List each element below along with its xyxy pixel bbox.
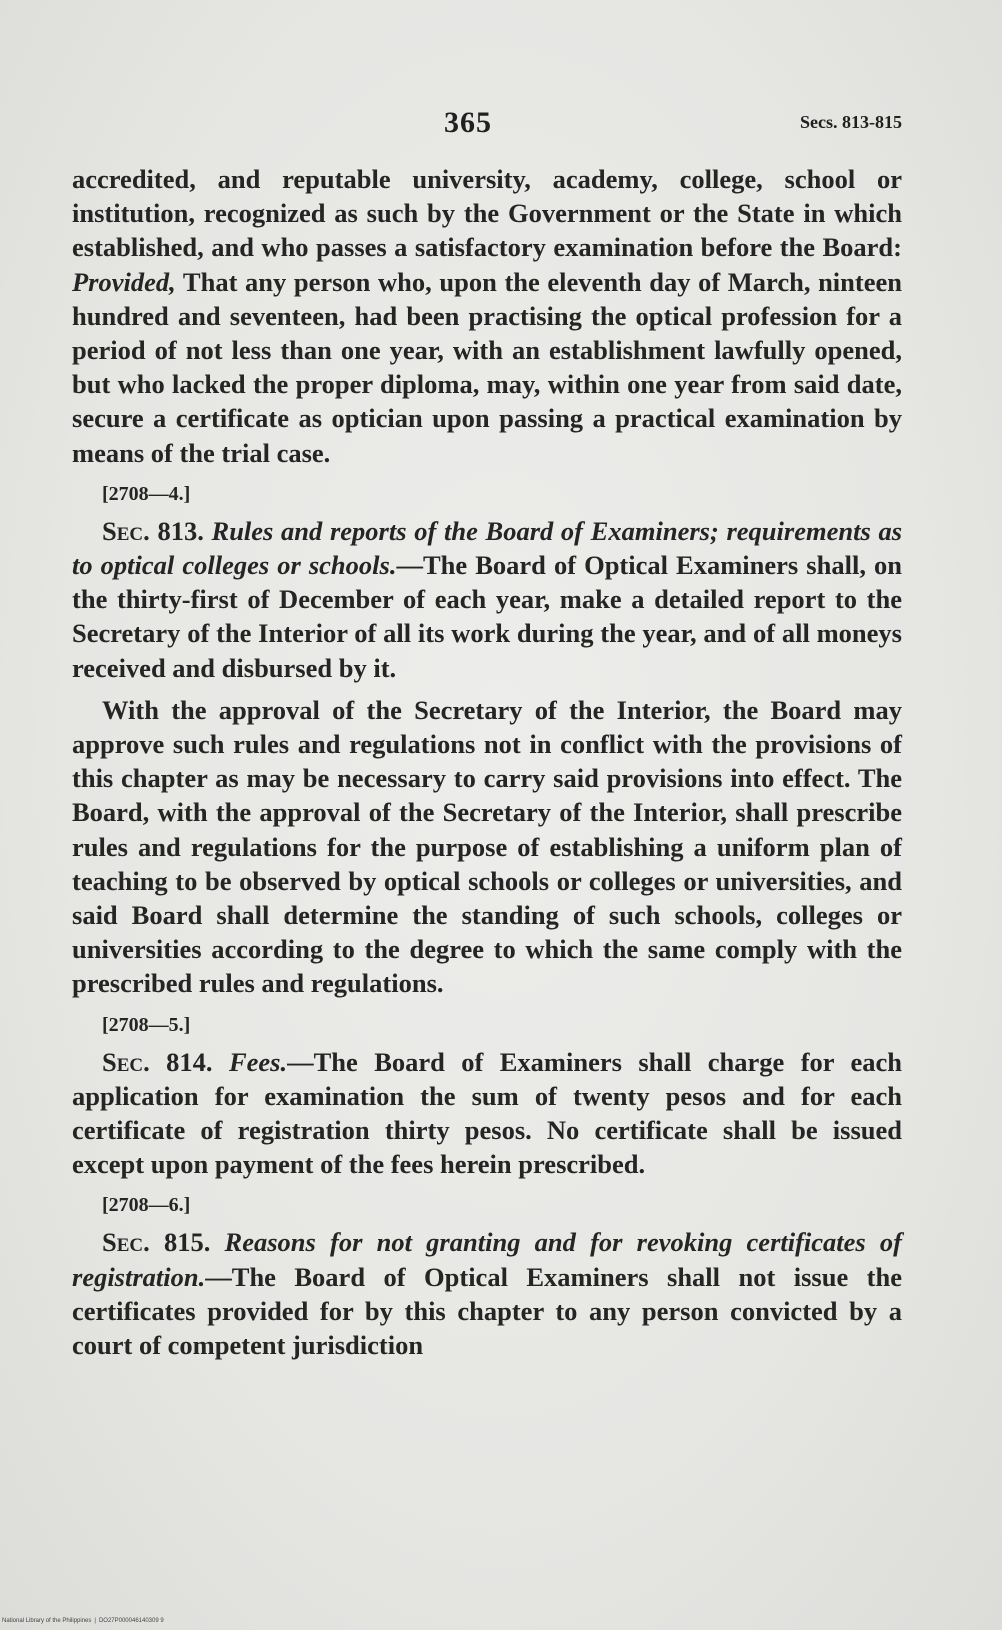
footer-watermark [2, 1618, 164, 1624]
citation-813: [2708—4.] [102, 482, 191, 505]
intro-provided: Provided, [72, 266, 176, 297]
section-814-title: Fees. [228, 1046, 288, 1077]
section-813-extra-paragraph: With the approval of the Secretary of the Interior, the Board may approve such rules and regulations not in conflict with the provisions of this chapter as may be necessary to carry said provisions into effect. The Board, with the approval of the Secretary of the Interior, shall prescribe rules and regulations for the purpose of establishing a uniform plan of teaching to be observed by optical schools or colleges or universities, and said Board shall determine the standing of such schools, colleges or universities according to the degree to which the same comply with the prescribed rules and regulations. [72, 694, 902, 999]
section-815-paragraph [72, 1225, 902, 1362]
footer-library: National Library of the Philippines [2, 1618, 92, 1624]
page-number: 365 [444, 106, 492, 139]
document-body [72, 162, 902, 1362]
section-815-body: —The Board of Optical Examiners shall not issue the certificates provided for by this chapter to any person convicted by a court of competent jurisdiction [72, 1261, 902, 1361]
citation-814: [2708—5.] [102, 1013, 191, 1036]
section-813-body: —The Board of Optical Examiners shall, on the thirty-first of December of each year, make a detailed report to the Secretary of the Interior of all its work during the year, and of all moneys received and disbursed by it. [72, 550, 902, 683]
footer-separator: | [94, 1618, 96, 1624]
intro-text-after: That any person who, upon the eleventh day of March, ninteen hundred and seventeen, had been practising the optical profession for a period of not less than one year, with an establishment lawfully opened, but who lacked the proper diploma, may, within one year from said date, secure a certificate as optician upon passing a practical examination by means of the trial case. [72, 266, 902, 468]
section-815-title: Reasons for not granting and for revoking certificates of registration. [72, 1227, 903, 1292]
intro-text-before: accredited, and reputable university, academy, college, school or institution, recognized as such by the Government or the State in which established, and who passes a satisfactory examination before the Board: [72, 164, 902, 263]
section-814-body: —The Board of Examiners shall charge for each application for examination the sum of twenty pesos and for each certificate of registration thirty pesos. No certificate shall be issued except upon payment of the fees herein prescribed. [72, 1046, 902, 1180]
footer-code: DO27P000046140309 9 [98, 1618, 164, 1624]
section-815-label: Sec. 815. [102, 1227, 211, 1258]
citation-815: [2708—6.] [102, 1194, 191, 1217]
section-813-label: Sec. 813. [102, 515, 204, 546]
section-814-paragraph [72, 1045, 902, 1182]
section-814-label: Sec. 814. [102, 1046, 213, 1077]
section-813-paragraph [72, 514, 902, 685]
section-813-title: Rules and reports of the Board of Examiners; requirements as to optical colleges or schools. [72, 515, 903, 581]
intro-paragraph [72, 162, 902, 470]
running-head-sections: Secs. 813-815 [800, 112, 902, 132]
page-header [72, 104, 902, 144]
